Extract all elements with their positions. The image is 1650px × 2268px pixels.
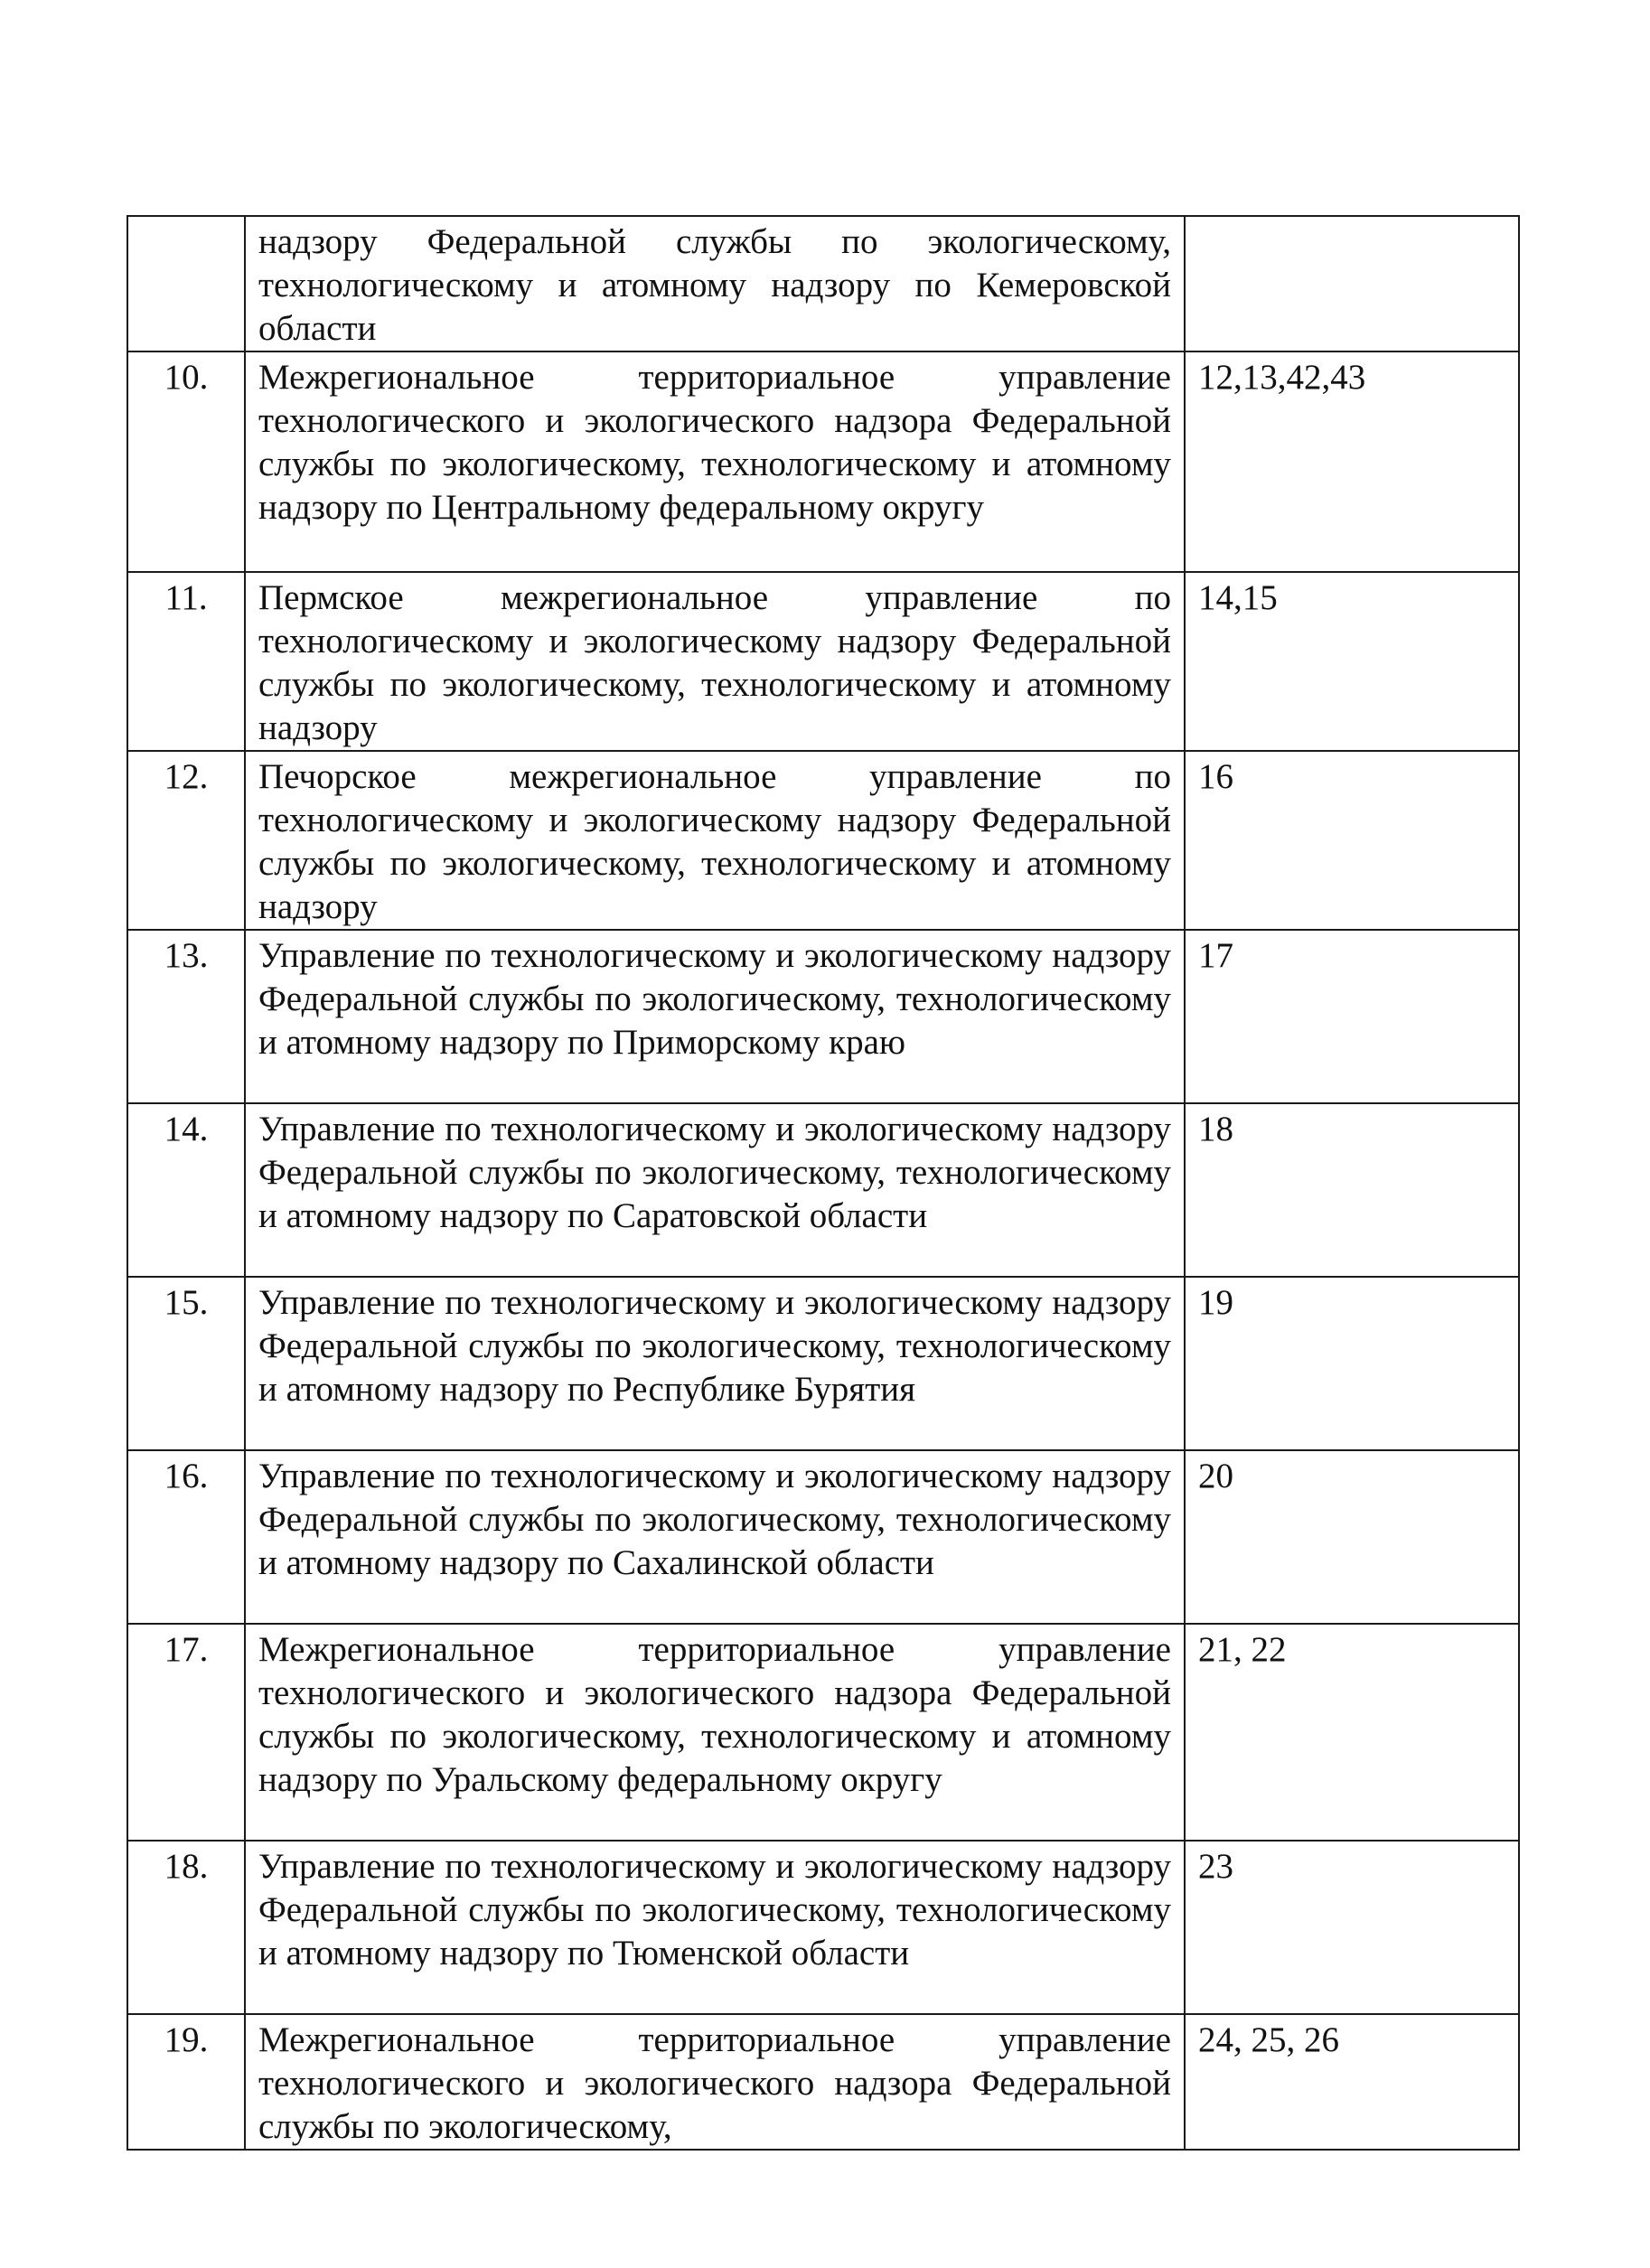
row-codes: 21, 22 — [1185, 1624, 1519, 1841]
organization-name: Печорское межрегиональное управление по технологическому и экологическому надзору Федеральной службы по экологическому, технологическому и атомному надзору — [245, 751, 1185, 930]
organization-name: Управление по технологическому и экологическому надзору Федеральной службы по экологическому, технологическому и атомному надзору по Саратовской области — [245, 1103, 1185, 1277]
organization-name: Пермское межрегиональное управление по технологическому и экологическому надзору Федеральной службы по экологическому, технологическому и атомному надзору — [245, 572, 1185, 751]
table-row — [127, 751, 1519, 930]
row-number — [127, 216, 245, 351]
table-row — [127, 216, 1519, 351]
organization-name: Управление по технологическому и экологическому надзору Федеральной службы по экологическому, технологическому и атомному надзору по Приморскому краю — [245, 930, 1185, 1103]
organization-name: Межрегиональное территориальное управление технологического и экологического надзора Федеральной службы по экологическому, технологическому и атомному надзору по Центральному федеральному округу — [245, 351, 1185, 572]
row-number: 16. — [127, 1450, 245, 1624]
row-codes: 12,13,42,43 — [1185, 351, 1519, 572]
organization-name: Межрегиональное территориальное управление технологического и экологического надзора Федеральной службы по экологическому, технологическому и атомному надзору по Уральскому федеральному округу — [245, 1624, 1185, 1841]
table-row — [127, 1277, 1519, 1450]
row-number: 11. — [127, 572, 245, 751]
organization-name: Межрегиональное территориальное управление технологического и экологического надзора Федеральной службы по экологическому, — [245, 2014, 1185, 2150]
row-codes: 20 — [1185, 1450, 1519, 1624]
organization-name: Управление по технологическому и экологическому надзору Федеральной службы по экологическому, технологическому и атомному надзору по Сахалинской области — [245, 1450, 1185, 1624]
table-row — [127, 1103, 1519, 1277]
organizations-table — [127, 215, 1520, 2151]
row-number: 18. — [127, 1841, 245, 2014]
row-codes: 14,15 — [1185, 572, 1519, 751]
row-codes: 17 — [1185, 930, 1519, 1103]
row-number: 10. — [127, 351, 245, 572]
table-row — [127, 930, 1519, 1103]
table-row — [127, 351, 1519, 572]
table-row — [127, 572, 1519, 751]
organization-name: надзору Федеральной службы по экологическому, технологическому и атомному надзору по Кемеровской области — [245, 216, 1185, 351]
row-codes: 18 — [1185, 1103, 1519, 1277]
row-codes: 23 — [1185, 1841, 1519, 2014]
row-number: 19. — [127, 2014, 245, 2150]
table-row — [127, 1624, 1519, 1841]
row-number: 12. — [127, 751, 245, 930]
table-row — [127, 2014, 1519, 2150]
row-codes: 19 — [1185, 1277, 1519, 1450]
organization-name: Управление по технологическому и экологическому надзору Федеральной службы по экологическому, технологическому и атомному надзору по Тюменской области — [245, 1841, 1185, 2014]
row-number: 15. — [127, 1277, 245, 1450]
row-codes: 24, 25, 26 — [1185, 2014, 1519, 2150]
organization-name: Управление по технологическому и экологическому надзору Федеральной службы по экологическому, технологическому и атомному надзору по Республике Бурятия — [245, 1277, 1185, 1450]
row-codes — [1185, 216, 1519, 351]
table-row — [127, 1841, 1519, 2014]
row-number: 17. — [127, 1624, 245, 1841]
table-row — [127, 1450, 1519, 1624]
row-codes: 16 — [1185, 751, 1519, 930]
row-number: 13. — [127, 930, 245, 1103]
row-number: 14. — [127, 1103, 245, 1277]
